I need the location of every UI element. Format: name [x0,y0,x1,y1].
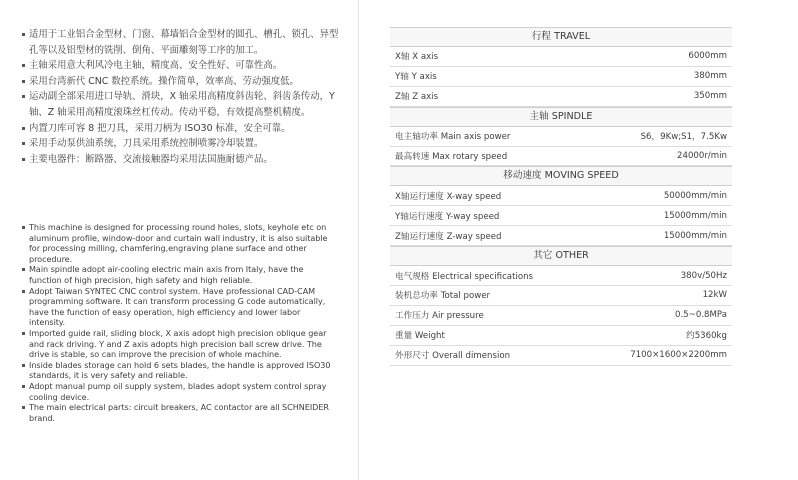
feature-cn-item: 运动副全部采用进口导轨、滑块，X 轴采用高精度斜齿轮、斜齿条传动，Y 轴、Z 轴采用高精度滚珠丝杠传动。传动平稳，有效提高整机精度。 [22,89,344,120]
spec-row [390,286,732,306]
feature-en-item: Main spindle adopt air-cooling electric main axis from Italy, have the function of high precision, high safety and high reliable. [22,264,338,285]
spec-value: 24000r/min [677,151,727,161]
spec-label: Y轴运行速度 Y-way speed [395,211,500,222]
spec-label: Z轴运行速度 Z-way speed [395,231,502,242]
spec-row [390,87,732,107]
feature-en-item: Inside blades storage can hold 6 sets blades, the handle is approved ISO30 standards, it is very safety and reliable. [22,360,338,381]
features-chinese-list [22,27,344,167]
feature-en-item: Adopt Taiwan SYNTEC CNC control system. Have professional CAD-CAM programming software. It can transform processing G code automatically, have the function of easy operation, high efficiency and lower labor intensity. [22,286,338,328]
spec-row [390,186,732,206]
spec-value: 350mm [693,91,727,102]
spec-label: 装机总功率 Total power [395,291,491,302]
spec-label: 电主轴功率 Main axis power [395,132,511,143]
spec-label: X轴运行速度 X-way speed [395,191,502,202]
spec-row [390,306,732,326]
column-divider [358,0,359,480]
spec-row [390,326,732,346]
feature-cn-item: 采用台湾新代 CNC 数控系统。操作简单，效率高、劳动强度低。 [22,74,344,90]
spec-value: 约5360kg [686,331,727,342]
spec-value: 15000mm/min [663,230,727,241]
spec-value: 380mm [693,71,727,82]
spec-label: X轴 X axis [395,52,439,63]
spec-label: Y轴 Y axis [395,72,437,83]
feature-cn-item: 内置刀库可容 8 把刀具，采用刀柄为 ISO30 标准，安全可靠。 [22,121,344,137]
spec-value: 0.5~0.8MPa [674,310,727,321]
spec-value: 15000mm/min [663,210,727,221]
feature-cn-item: 适用于工业铝合金型材、门窗、幕墙铝合金型材的圆孔、槽孔、锁孔、异型孔等以及铝型材的铣削、倒角、平面雕刻等工序的加工。 [22,27,344,58]
spec-row [390,147,732,167]
spec-row [390,127,732,147]
spec-label: 最高转速 Max rotary speed [395,152,508,162]
spec-row [390,67,732,87]
spec-label: 电气规格 Electrical specifications [395,271,534,282]
feature-en-item: Imported guide rail, sliding block, X axis adopt high precision oblique gear and rack driving. Y and Z axis adopts high precision ball screw drive. The drive is stable, so can improve the precision of whole machine. [22,328,338,360]
feature-cn-item: 主要电器件：断路器、交流接触器均采用法国施耐德产品。 [22,152,344,168]
spec-value: 12kW [702,290,727,301]
feature-en-item: The main electrical parts: circuit breakers, AC contactor are all SCHNEIDER brand. [22,402,338,423]
spec-label: 工作压力 Air pressure [395,311,484,322]
spec-label: 重量 Weight [395,331,445,342]
spec-value: 50000mm/min [663,190,727,201]
section-header-spindle: 主轴 SPINDLE [390,107,732,127]
feature-cn-item: 采用手动泵供油系统，刀具采用系统控制喷雾冷却装置。 [22,136,344,152]
spec-value: 7100×1600×2200mm [630,350,727,361]
spec-value: 6000mm [688,51,727,62]
spec-row [390,206,732,226]
feature-cn-item: 主轴采用意大利风冷电主轴，精度高、安全性好、可靠性高。 [22,58,344,74]
spec-row [390,346,732,366]
spec-value: 380v/50Hz [680,270,727,281]
features-english-list [22,222,338,423]
spec-row [390,226,732,246]
feature-en-item: Adopt manual pump oil supply system, blades adopt system control spray cooling device. [22,381,338,402]
section-header-moving-speed: 移动速度 MOVING SPEED [390,166,732,186]
spec-row [390,47,732,67]
spec-row [390,266,732,286]
section-header-travel: 行程 TRAVEL [390,27,732,47]
spec-value: S6，9Kw;S1，7.5Kw [640,132,727,143]
feature-en-item: This machine is designed for processing round holes, slots, keyhole etc on aluminum profile, window-door and curtain wall industry, it is also suitable for processing milling, chamfering,engraving plane surface and other procedure. [22,222,338,264]
spec-table [390,27,732,366]
section-header-other: 其它 OTHER [390,246,732,266]
spec-label: Z轴 Z axis [395,92,439,103]
spec-label: 外形尺寸 Overall dimension [395,351,511,362]
